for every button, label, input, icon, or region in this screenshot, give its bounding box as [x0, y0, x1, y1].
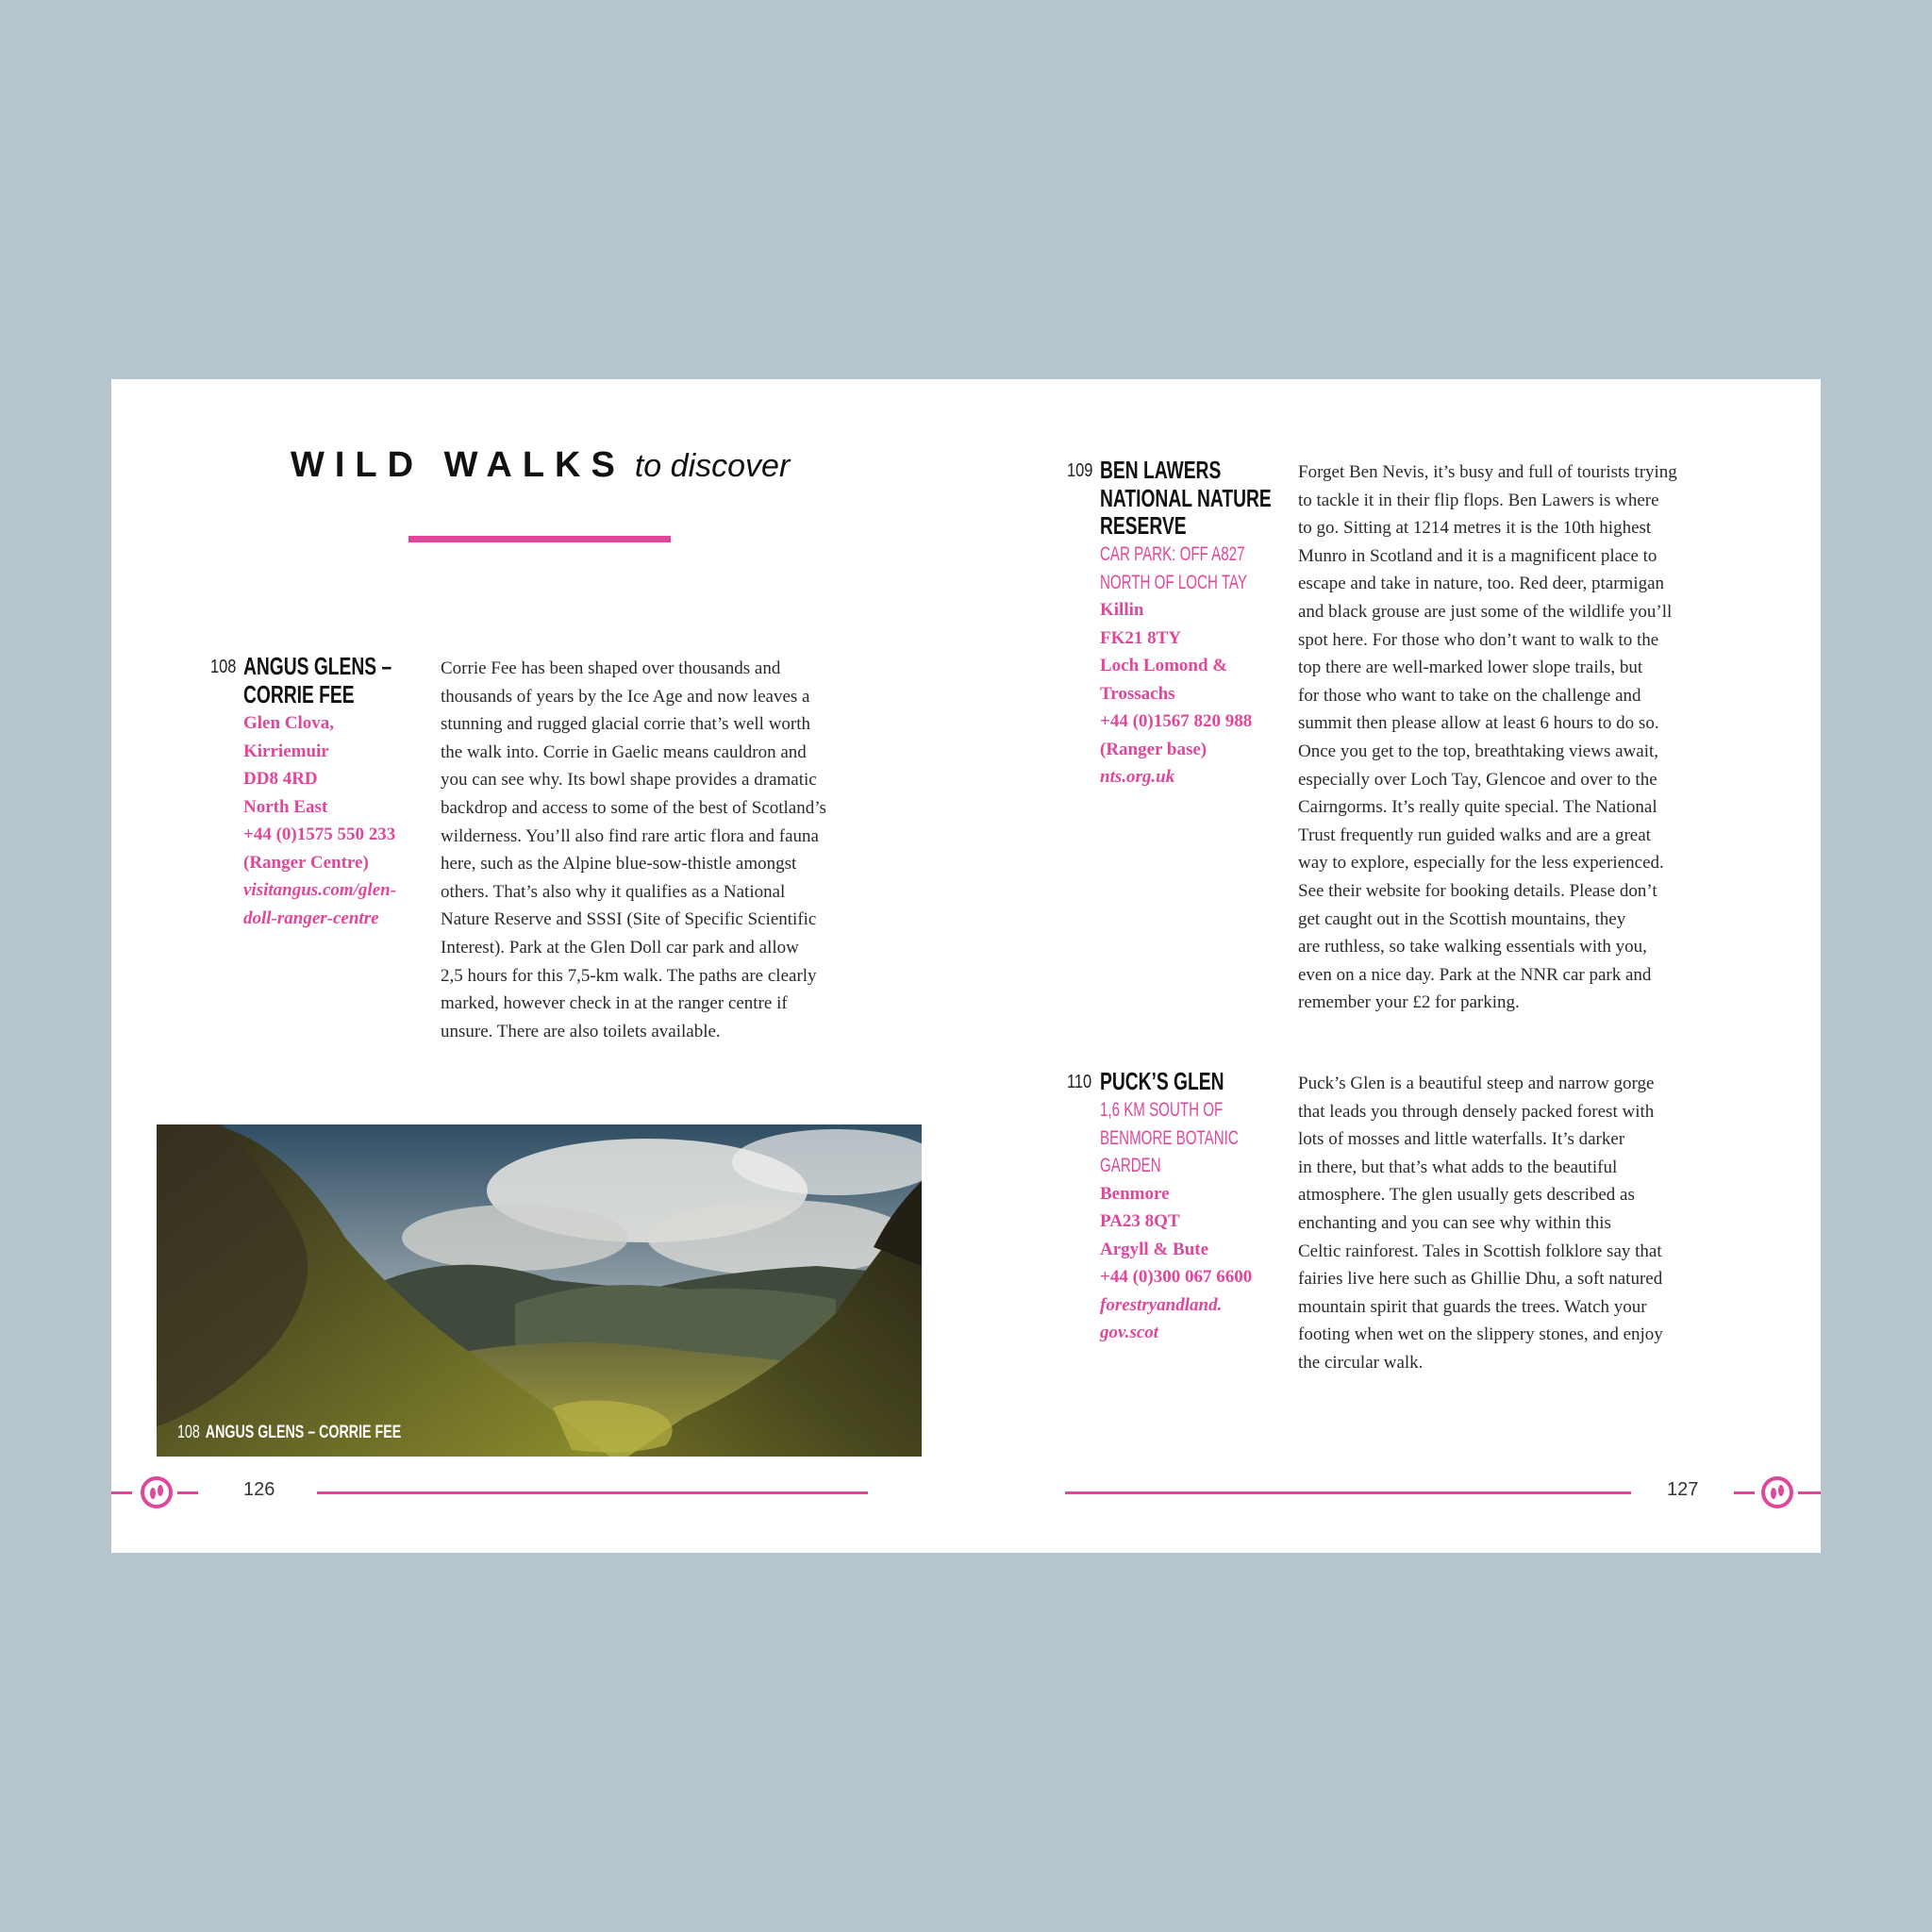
- entry-name-line: NATIONAL NATURE: [1100, 483, 1272, 512]
- website-link[interactable]: visitangus.com/glen-: [243, 880, 397, 900]
- address-line: Glen Clova,: [243, 713, 335, 733]
- body-line: get caught out in the Scottish mountains, they: [1298, 908, 1626, 929]
- body-line: Interest). Park at the Glen Doll car park and allow: [441, 937, 799, 958]
- body-line: stunning and rugged glacial corrie that’s well worth: [441, 714, 811, 735]
- footer-rule-left: [317, 1491, 868, 1494]
- book-spread: [111, 379, 1821, 1553]
- photo-caption: [177, 1423, 401, 1443]
- body-line: way to explore, especially for the less experienced.: [1298, 853, 1664, 874]
- body-line: in there, but that’s what adds to the beautiful: [1298, 1157, 1618, 1177]
- body-line: you can see why. Its bowl shape provides a dramatic: [441, 770, 817, 791]
- entry-110-number: 110: [1067, 1072, 1092, 1092]
- body-line: mountain spirit that guards the trees. Watch your: [1298, 1296, 1647, 1317]
- body-line: remember your £2 for parking.: [1298, 992, 1520, 1013]
- body-line: marked, however check in at the ranger centre if: [441, 993, 788, 1014]
- entry-name-line: PUCK’S GLEN: [1100, 1067, 1224, 1095]
- body-line: thousands of years by the Ice Age and now leaves a: [441, 686, 810, 707]
- body-line: to go. Sitting at 1214 metres it is the 10th highest: [1298, 518, 1652, 539]
- body-line: backdrop and access to some of the best of Scotland’s: [441, 797, 826, 818]
- body-line: Munro in Scotland and it is a magnificent place to: [1298, 545, 1657, 566]
- body-line: top there are well-marked lower slope trails, but: [1298, 658, 1643, 678]
- website-link[interactable]: forestryandland.: [1100, 1294, 1223, 1315]
- body-line: fairies live here such as Ghillie Dhu, a soft natured: [1298, 1269, 1663, 1290]
- footprints-icon: [1760, 1475, 1794, 1514]
- body-line: Once you get to the top, breathtaking views await,: [1298, 741, 1659, 761]
- title-main: WILD WALKS: [291, 445, 625, 485]
- address-line: Benmore: [1100, 1183, 1170, 1204]
- body-line: are ruthless, so take walking essentials with you,: [1298, 937, 1647, 958]
- body-line: that leads you through densely packed forest with: [1298, 1101, 1655, 1122]
- body-line: 2,5 hours for this 7,5-km walk. The paths are clearly: [441, 965, 817, 986]
- address-line: Loch Lomond &: [1100, 656, 1228, 675]
- address-line: North East: [243, 796, 328, 817]
- address-line: Killin: [1100, 600, 1144, 620]
- entry-110-name: [1100, 1068, 1224, 1096]
- body-line: and black grouse are just some of the wildlife you’ll: [1298, 601, 1673, 622]
- body-line: the walk into. Corrie in Gaelic means cauldron and: [441, 741, 807, 762]
- title-underline: [408, 536, 671, 542]
- page-number-left: 126: [243, 1479, 275, 1500]
- location-line: CAR PARK: OFF A827: [1100, 543, 1245, 565]
- body-line: Puck’s Glen is a beautiful steep and narrow gorge: [1298, 1074, 1655, 1093]
- body-line: spot here. For those who don’t want to walk to the: [1298, 629, 1659, 650]
- address-line: (Ranger base): [1100, 739, 1208, 759]
- entry-109-body: [1298, 458, 1677, 1017]
- body-line: atmosphere. The glen usually gets described as: [1298, 1185, 1635, 1206]
- location-line: GARDEN: [1100, 1155, 1161, 1176]
- page-number-right: 127: [1667, 1479, 1699, 1500]
- website-link[interactable]: gov.scot: [1100, 1323, 1159, 1342]
- phone-line: +44 (0)300 067 6600: [1100, 1267, 1253, 1287]
- body-line: footing when wet on the slippery stones, and enjoy: [1298, 1324, 1663, 1345]
- address-line: (Ranger Centre): [243, 852, 369, 873]
- body-line: escape and take in nature, too. Red deer, ptarmigan: [1298, 574, 1665, 594]
- body-line: the circular walk.: [1298, 1352, 1424, 1373]
- address-line: FK21 8TY: [1100, 627, 1182, 648]
- website-link[interactable]: nts.org.uk: [1100, 767, 1175, 787]
- entry-108-info: [243, 709, 396, 932]
- body-line: Corrie Fee has been shaped over thousands and: [441, 658, 781, 678]
- address-line: PA23 8QT: [1100, 1211, 1180, 1231]
- address-line: Argyll & Bute: [1100, 1239, 1209, 1259]
- body-line: here, such as the Alpine blue-sow-thistle amongst: [441, 854, 797, 874]
- body-line: wilderness. You’ll also find rare artic flora and fauna: [441, 825, 819, 846]
- body-line: See their website for booking details. Please don’t: [1298, 880, 1657, 901]
- address-line: Kirriemuir: [243, 741, 329, 761]
- entry-109-name: [1100, 457, 1272, 541]
- body-line: others. That’s also why it qualifies as a National: [441, 881, 786, 902]
- caption-text: ANGUS GLENS – CORRIE FEE: [205, 1423, 402, 1442]
- entry-name-line: BEN LAWERS: [1100, 456, 1222, 484]
- body-line: lots of mosses and little waterfalls. It’s darker: [1298, 1129, 1625, 1150]
- body-line: Trust frequently run guided walks and are a great: [1298, 824, 1651, 845]
- entry-108-name: [243, 653, 391, 708]
- body-line: summit then please allow at least 6 hours to do so.: [1298, 713, 1659, 734]
- body-line: Nature Reserve and SSSI (Site of Specific Scientific: [441, 909, 817, 930]
- glen-landscape-image: [157, 1124, 922, 1457]
- body-line: especially over Loch Tay, Glencoe and over to the: [1298, 769, 1657, 790]
- location-line: 1,6 KM SOUTH OF: [1100, 1099, 1224, 1121]
- entry-110-info: [1100, 1096, 1292, 1347]
- footer-rule-right-stub: [1734, 1491, 1755, 1494]
- address-line: Trossachs: [1100, 683, 1175, 704]
- website-link[interactable]: doll-ranger-centre: [243, 908, 379, 928]
- caption-number: 108: [177, 1423, 200, 1442]
- address-line: DD8 4RD: [243, 769, 318, 789]
- page-title: [291, 445, 819, 486]
- entry-name-line: RESERVE: [1100, 511, 1187, 540]
- body-line: unsure. There are also toilets available.: [441, 1021, 721, 1041]
- footer-rule-right: [1065, 1491, 1631, 1494]
- landscape-photo: [157, 1124, 922, 1457]
- entry-109-info: [1100, 541, 1305, 791]
- entry-109-number: 109: [1067, 460, 1093, 481]
- entry-108-body: [441, 655, 826, 1045]
- entry-name-line: CORRIE FEE: [243, 679, 355, 708]
- footer-rule-left-stub2: [177, 1491, 198, 1494]
- location-line: NORTH OF LOCH TAY: [1100, 571, 1247, 593]
- entry-108-number: 108: [210, 657, 237, 677]
- footer-rule-right-stub2: [1798, 1491, 1821, 1494]
- body-line: enchanting and you can see why within this: [1298, 1212, 1611, 1233]
- body-line: to tackle it in their flip flops. Ben Lawers is where: [1298, 490, 1659, 510]
- footprints-icon: [140, 1475, 174, 1514]
- title-sub: to discover: [634, 448, 791, 484]
- entry-name-line: ANGUS GLENS –: [243, 652, 392, 680]
- body-line: Forget Ben Nevis, it’s busy and full of tourists trying: [1298, 462, 1677, 482]
- entry-110-body: [1298, 1070, 1663, 1377]
- body-line: for those who want to take on the challenge and: [1298, 685, 1641, 706]
- location-line: BENMORE BOTANIC: [1100, 1126, 1239, 1149]
- body-line: Cairngorms. It’s really quite special. The National: [1298, 797, 1657, 818]
- phone-line: +44 (0)1567 820 988: [1100, 711, 1253, 731]
- phone-line: +44 (0)1575 550 233: [243, 824, 396, 844]
- body-line: Celtic rainforest. Tales in Scottish folklore say that: [1298, 1241, 1662, 1261]
- body-line: even on a nice day. Park at the NNR car park and: [1298, 964, 1652, 985]
- footer-rule-left-stub: [111, 1491, 132, 1494]
